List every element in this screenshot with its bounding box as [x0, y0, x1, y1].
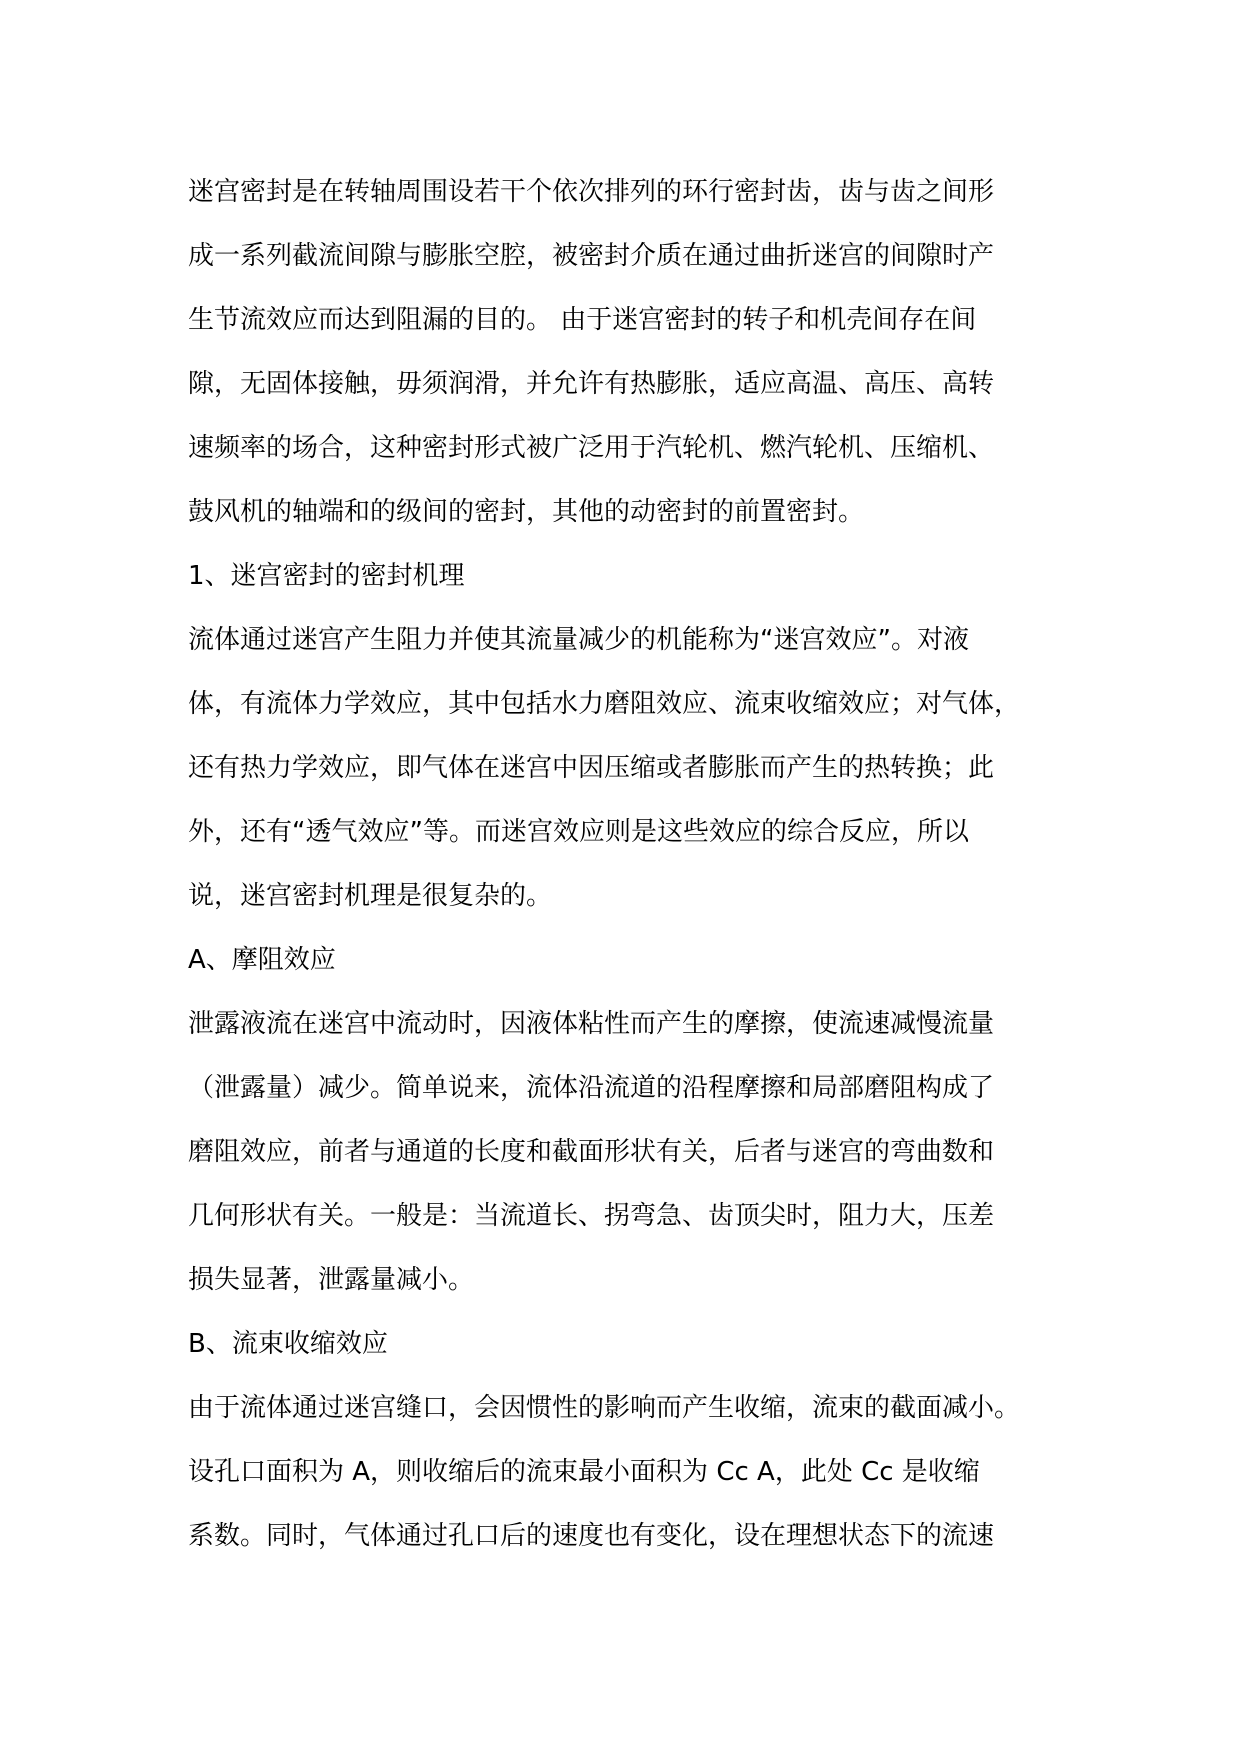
paragraph-3-line-1: 泄露液流在迷宫中流动时，因液体粘性而产生的摩擦，使流速减慢流量: [188, 1009, 995, 1039]
paragraph-1-line-4: 隙，无固体接触，毋须润滑，并允许有热膨胀，适应高温、高压、高转: [188, 369, 995, 399]
paragraph-1-line-5: 速频率的场合，这种密封形式被广泛用于汽轮机、燃汽轮机、压缩机、: [188, 433, 995, 463]
section-heading-b: B、流束收缩效应: [188, 1329, 388, 1359]
paragraph-4-line-1: 由于流体通过迷宫缝口，会因惯性的影响而产生收缩，流束的截面减小。: [188, 1393, 1021, 1423]
paragraph-1-line-1: 迷宫密封是在转轴周围设若干个依次排列的环行密封齿，齿与齿之间形: [188, 177, 995, 207]
paragraph-2-line-5: 说，迷宫密封机理是很复杂的。: [188, 881, 553, 911]
paragraph-2-line-3: 还有热力学效应，即气体在迷宫中因压缩或者膨胀而产生的热转换；此: [188, 753, 995, 783]
paragraph-2-line-1: 流体通过迷宫产生阻力并使其流量减少的机能称为“迷宫效应”。对液: [188, 625, 969, 655]
section-heading-a: A、摩阻效应: [188, 945, 336, 975]
paragraph-2-line-4: 外，还有“透气效应”等。而迷宫效应则是这些效应的综合反应，所以: [188, 817, 969, 847]
paragraph-3-line-2: （泄露量）减少。简单说来，流体沿流道的沿程摩擦和局部磨阻构成了: [188, 1073, 995, 1103]
paragraph-3-line-5: 损失显著，泄露量减小。: [188, 1265, 475, 1295]
section-heading-1: 1、迷宫密封的密封机理: [188, 561, 465, 591]
paragraph-3-line-4: 几何形状有关。一般是：当流道长、拐弯急、齿顶尖时，阻力大，压差: [188, 1201, 995, 1231]
paragraph-1-line-3: 生节流效应而达到阻漏的目的。 由于迷宫密封的转子和机壳间存在间: [188, 305, 977, 335]
paragraph-1-line-6: 鼓风机的轴端和的级间的密封，其他的动密封的前置密封。: [188, 497, 865, 527]
paragraph-2-line-2: 体，有流体力学效应，其中包括水力磨阻效应、流束收缩效应；对气体，: [188, 689, 1021, 719]
paragraph-1-line-2: 成一系列截流间隙与膨胀空腔，被密封介质在通过曲折迷宫的间隙时产: [188, 241, 995, 271]
paragraph-4-line-2: 设孔口面积为 A，则收缩后的流束最小面积为 Cc A，此处 Cc 是收缩: [188, 1457, 980, 1487]
paragraph-3-line-3: 磨阻效应，前者与通道的长度和截面形状有关，后者与迷宫的弯曲数和: [188, 1137, 995, 1167]
paragraph-4-line-3: 系数。同时，气体通过孔口后的速度也有变化，设在理想状态下的流速: [188, 1521, 995, 1551]
